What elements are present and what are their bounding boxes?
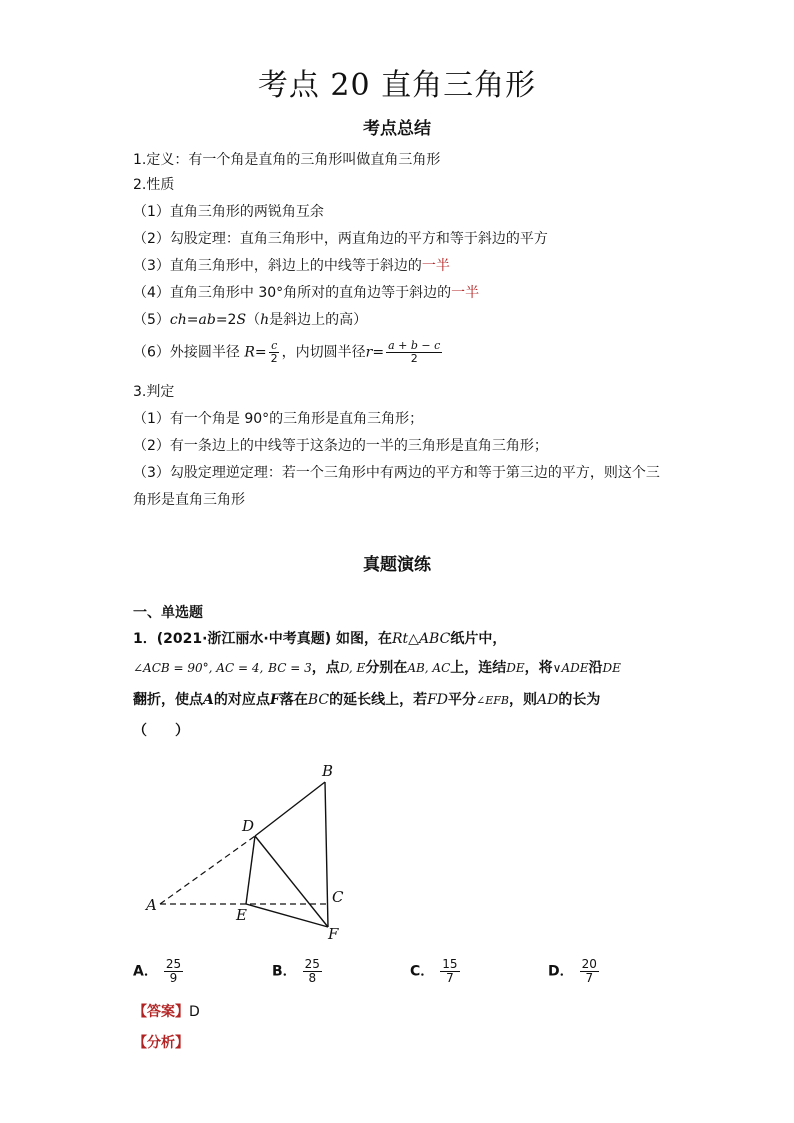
label-A: A: [146, 896, 157, 914]
label-E: E: [236, 906, 247, 924]
triangle-figure: [130, 755, 370, 945]
property-5: （5）ch=ab=2S（h是斜边上的高）: [133, 312, 368, 328]
property-6: （6）外接圆半径 R= $\frac{c}{2}$ ，内切圆半径r= $\frac{a + b - c}{2}$: [133, 339, 441, 365]
answer-line: [133, 1003, 200, 1021]
criterion-2: （2）有一条边上的中线等于这条边的一半的三角形是直角三角形；: [133, 438, 548, 454]
option-d[interactable]: D． $\frac{20}{7}$: [548, 957, 597, 985]
label-B: B: [322, 762, 334, 780]
label-F: F: [328, 925, 339, 943]
answer-tag: 【答案】: [133, 1004, 189, 1020]
segment-DF: [255, 836, 328, 927]
circumradius-fraction: $\frac{c}{2}$: [270, 339, 278, 365]
property-1: （1）直角三角形的两锐角互余: [133, 204, 324, 220]
label-C: C: [332, 888, 344, 906]
property-4: （4）直角三角形中 30°角所对的直角边等于斜边的一半: [133, 285, 480, 301]
criteria-heading: 3.判定: [133, 384, 175, 400]
option-b[interactable]: B． $\frac{25}{8}$: [272, 957, 320, 985]
segment-AD: [160, 836, 255, 904]
segment-EF: [246, 904, 328, 927]
highlight-half: 一半: [451, 285, 480, 301]
criterion-1: （1）有一个角是 90°的三角形是直角三角形；: [133, 411, 424, 427]
page-title: 考点 20 直角三角形: [257, 68, 537, 103]
properties-heading: 2.性质: [133, 177, 175, 193]
property-2: （2）勾股定理：直角三角形中，两直角边的平方和等于斜边的平方: [133, 231, 548, 247]
segment-BF: [325, 782, 328, 927]
highlight-half: 一半: [421, 258, 450, 274]
property-3: （3）直角三角形中，斜边上的中线等于斜边的一半: [133, 258, 450, 274]
inradius-fraction: $\frac{a + b - c}{2}$: [388, 339, 441, 365]
exam-heading: 真题演练: [363, 555, 431, 575]
criterion-3: （3）勾股定理逆定理：若一个三角形中有两边的平方和等于第三边的平方，则这个三: [133, 465, 660, 481]
question-line-1: 1．(2021·浙江丽水·中考真题) 如图，在Rt△ABC纸片中，: [133, 631, 507, 647]
analysis-tag: 【分析】: [133, 1035, 189, 1051]
option-c[interactable]: C． $\frac{15}{7}$: [410, 957, 458, 985]
segment-DB: [255, 782, 325, 836]
question-line-2: ∠ACB = 90°, AC = 4, BC = 3，点D, E分别在AB, AC上，连结DE，将∨ADE沿DE: [133, 660, 621, 676]
definition-line: 1.定义：有一个角是直角的三角形叫做直角三角形: [133, 152, 441, 168]
answer-value: D: [189, 1004, 200, 1020]
question-line-3: 翻折，使点A的对应点F落在BC的延长线上，若FD平分∠EFB，则AD的长为: [133, 692, 601, 708]
option-a[interactable]: A． $\frac{25}{9}$: [133, 957, 182, 985]
section-heading: 一、单选题: [133, 605, 203, 621]
summary-heading: 考点总结: [363, 119, 431, 139]
label-D: D: [242, 817, 255, 835]
segment-DE: [246, 836, 255, 904]
criterion-3-cont: 角形是直角三角形: [133, 492, 245, 508]
answer-blank: （ ）: [133, 723, 189, 739]
analysis-line: [133, 1034, 189, 1052]
